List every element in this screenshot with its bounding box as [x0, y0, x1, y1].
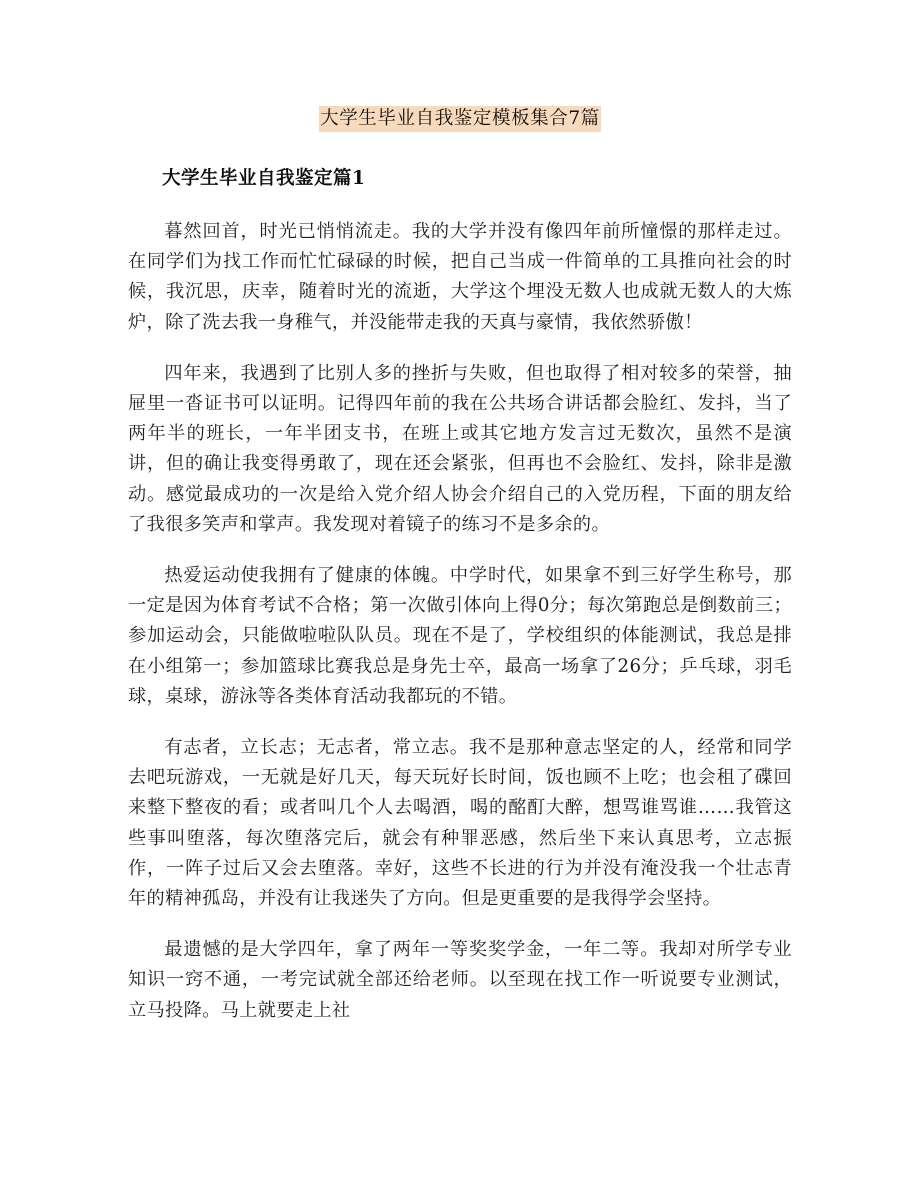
paragraph-5: 最遗憾的是大学四年，拿了两年一等奖奖学金，一年二等。我却对所学专业知识一窍不通，一考完试就全部还给老师。以至现在找工作一听说要专业测试，立马投降。马上就要走上社	[128, 939, 792, 1021]
paragraph-2: 四年来，我遇到了比别人多的挫折与失败，但也取得了相对较多的荣誉，抽屉里一沓证书可以证明。记得四年前的我在公共场合讲话都会脸红、发抖，当了两年半的班长，一年半团支书，在班上或其它地方发言过无数次，虽然不是演讲，但的确让我变得勇敢了，现在还会紧张，但再也不会脸红、发抖，除非是激动。感觉最成功的一次是给入党介绍人协会介绍自己的入党历程，下面的朋友给了我很多笑声和掌声。我发现对着镜子的练习不是多余的。	[128, 362, 792, 535]
document-title-row	[128, 104, 792, 134]
paragraph-4: 有志者，立长志；无志者，常立志。我不是那种意志坚定的人，经常和同学去吧玩游戏，一无就是好几天，每天玩好长时间，饭也顾不上吃；也会租了碟回来整下整夜的看；或者叫几个人去喝酒，喝的酩酊大醉，想骂谁骂谁……我管这些事叫堕落，每次堕落完后，就会有种罪恶感，然后坐下来认真思考，立志振作，一阵子过后又会去堕落。幸好，这些不长进的行为并没有淹没我一个壮志青年的精神孤岛，并没有让我迷失了方向。但是更重要的是我得学会坚持。	[128, 737, 792, 910]
paragraph-1: 暮然回首，时光已悄悄流走。我的大学并没有像四年前所憧憬的那样走过。在同学们为找工作而忙忙碌碌的时候，把自己当成一件简单的工具推向社会的时候，我沉思，庆幸，随着时光的流逝，大学这个埋没无数人也成就无数人的大炼炉，除了洗去我一身稚气，并没能带走我的天真与豪情，我依然骄傲！	[128, 221, 792, 333]
section-heading: 大学生毕业自我鉴定篇1	[162, 168, 366, 189]
page-title: 大学生毕业自我鉴定模板集合7篇	[319, 106, 601, 132]
paragraph-3: 热爱运动使我拥有了健康的体魄。中学时代，如果拿不到三好学生称号，那一定是因为体育考试不合格；第一次做引体向上得0分；每次第跑总是倒数前三；参加运动会，只能做啦啦队队员。现在不是了，学校组织的体能测试，我总是排在小组第一；参加篮球比赛我总是身先士卒，最高一场拿了26分；乒乓球，羽毛球，桌球，游泳等各类体育活动我都玩的不错。	[128, 565, 792, 707]
document-content	[128, 0, 792, 1026]
